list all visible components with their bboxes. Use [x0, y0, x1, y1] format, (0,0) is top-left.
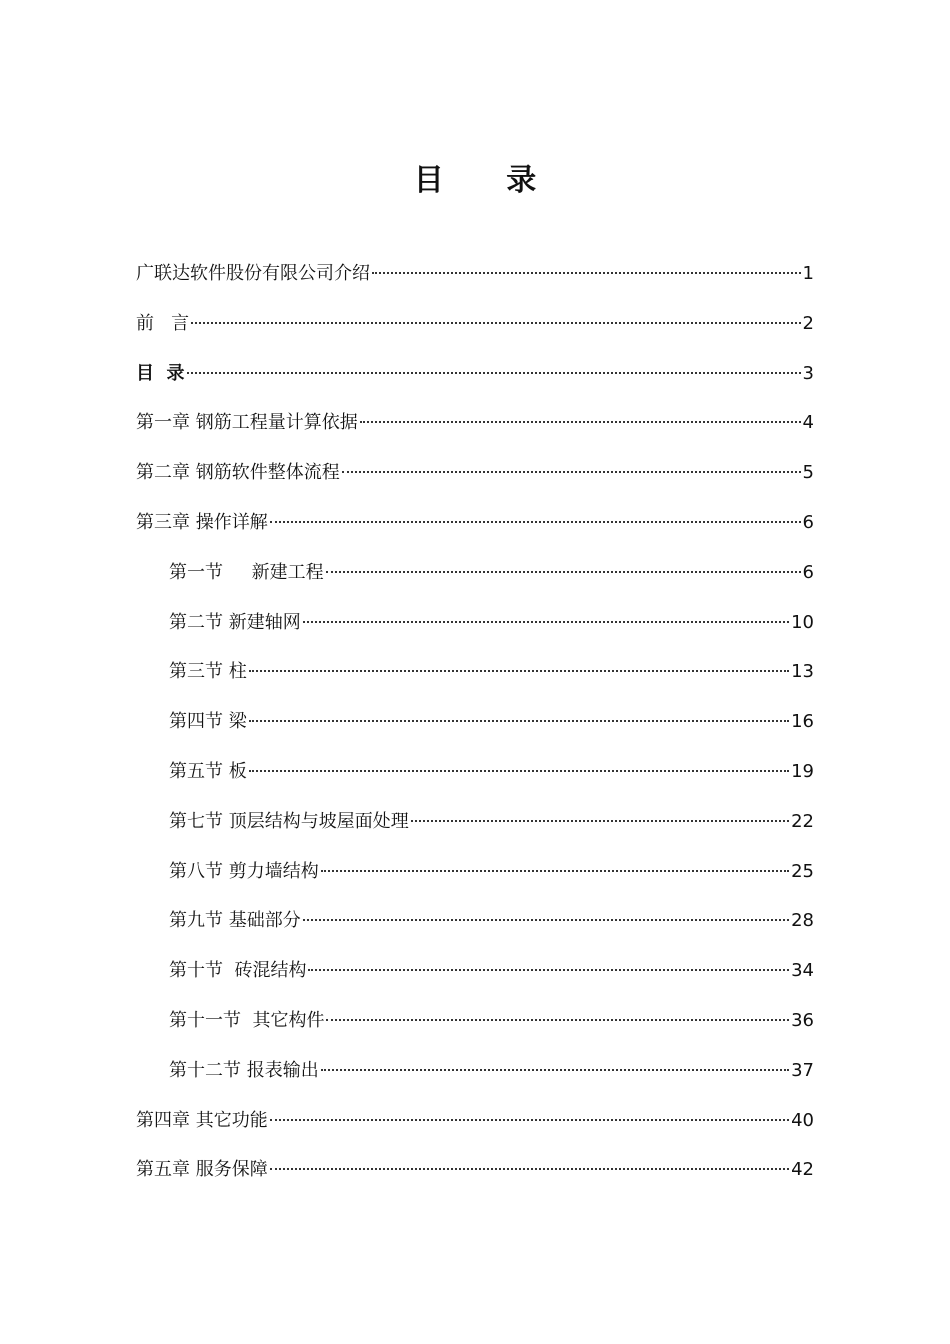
toc-entry-page: 5 — [802, 462, 814, 484]
toc-entry-page: 19 — [791, 760, 814, 782]
toc-entry-label: 第四章 其它功能 — [136, 1109, 268, 1131]
toc-entry-page: 36 — [791, 1009, 814, 1031]
toc-entry-label: 第二章 钢筋软件整体流程 — [136, 462, 340, 484]
dot-leader — [303, 621, 789, 623]
table-of-contents — [136, 260, 814, 1206]
toc-entry-label: 目 录 — [136, 362, 185, 384]
toc-entry-page: 25 — [791, 860, 814, 882]
toc-entry-label: 第一节 新建工程 — [169, 561, 324, 583]
toc-entry-page: 2 — [802, 312, 814, 334]
toc-entry[interactable] — [136, 409, 814, 459]
toc-entry-label: 广联达软件股份有限公司介绍 — [136, 263, 370, 284]
toc-entry[interactable] — [136, 1007, 814, 1057]
toc-entry-label: 第九节 基础部分 — [169, 910, 301, 932]
toc-entry[interactable] — [136, 858, 814, 908]
toc-entry-page: 34 — [791, 960, 814, 982]
dot-leader — [191, 322, 800, 324]
toc-entry-page: 42 — [791, 1159, 814, 1181]
toc-entry[interactable] — [136, 1107, 814, 1157]
dot-leader — [321, 870, 789, 872]
dot-leader — [321, 1069, 789, 1071]
toc-entry[interactable] — [136, 1057, 814, 1107]
dot-leader — [249, 720, 789, 722]
toc-entry-page: 1 — [802, 263, 814, 284]
dot-leader — [342, 471, 801, 473]
toc-entry-page: 3 — [802, 362, 814, 384]
toc-entry[interactable] — [136, 609, 814, 659]
toc-entry-label: 第二节 新建轴网 — [169, 611, 301, 633]
toc-entry-label: 第四节 梁 — [169, 711, 247, 733]
toc-entry-label: 第十节 砖混结构 — [169, 960, 307, 982]
toc-entry-label: 第三章 操作详解 — [136, 511, 268, 533]
toc-entry[interactable] — [136, 310, 814, 360]
toc-entry-page: 40 — [791, 1109, 814, 1131]
toc-entry-label: 第三节 柱 — [169, 661, 247, 683]
dot-leader — [360, 421, 801, 423]
toc-entry[interactable] — [136, 360, 814, 410]
toc-entry-label: 第五节 板 — [169, 760, 247, 782]
dot-leader — [326, 1019, 789, 1021]
toc-entry-page: 37 — [791, 1059, 814, 1081]
toc-entry[interactable] — [136, 260, 814, 310]
toc-entry-label: 第五章 服务保障 — [136, 1159, 268, 1181]
dot-leader — [308, 969, 789, 971]
toc-entry[interactable] — [136, 459, 814, 509]
toc-entry-label: 第七节 顶层结构与坡屋面处理 — [169, 810, 409, 832]
dot-leader — [249, 770, 789, 772]
toc-entry[interactable] — [136, 1156, 814, 1206]
dot-leader — [411, 820, 789, 822]
toc-entry-page: 4 — [802, 412, 814, 434]
toc-entry[interactable] — [136, 708, 814, 758]
toc-entry-label: 第十二节 报表输出 — [169, 1059, 319, 1081]
dot-leader — [270, 1168, 789, 1170]
toc-entry-label: 第一章 钢筋工程量计算依据 — [136, 412, 358, 434]
toc-entry-label: 前 言 — [136, 312, 190, 334]
toc-entry[interactable] — [136, 808, 814, 858]
toc-entry[interactable] — [136, 957, 814, 1007]
toc-entry-label: 第十一节 其它构件 — [169, 1009, 325, 1031]
toc-entry[interactable] — [136, 509, 814, 559]
toc-entry-page: 22 — [791, 810, 814, 832]
toc-entry-page: 28 — [791, 910, 814, 932]
dot-leader — [372, 272, 801, 274]
dot-leader — [270, 1119, 789, 1121]
toc-entry[interactable] — [136, 658, 814, 708]
toc-entry[interactable] — [136, 907, 814, 957]
toc-entry[interactable] — [136, 758, 814, 808]
toc-entry-page: 13 — [791, 661, 814, 683]
dot-leader — [326, 571, 801, 573]
toc-entry-page: 10 — [791, 611, 814, 633]
dot-leader — [249, 670, 789, 672]
toc-entry-page: 16 — [791, 711, 814, 733]
toc-entry-label: 第八节 剪力墙结构 — [169, 860, 319, 882]
toc-entry[interactable] — [136, 559, 814, 609]
dot-leader — [187, 372, 801, 374]
dot-leader — [270, 521, 801, 523]
page-title: 目 录 — [413, 163, 563, 198]
toc-entry-page: 6 — [802, 511, 814, 533]
dot-leader — [303, 919, 789, 921]
toc-entry-page: 6 — [802, 561, 814, 583]
